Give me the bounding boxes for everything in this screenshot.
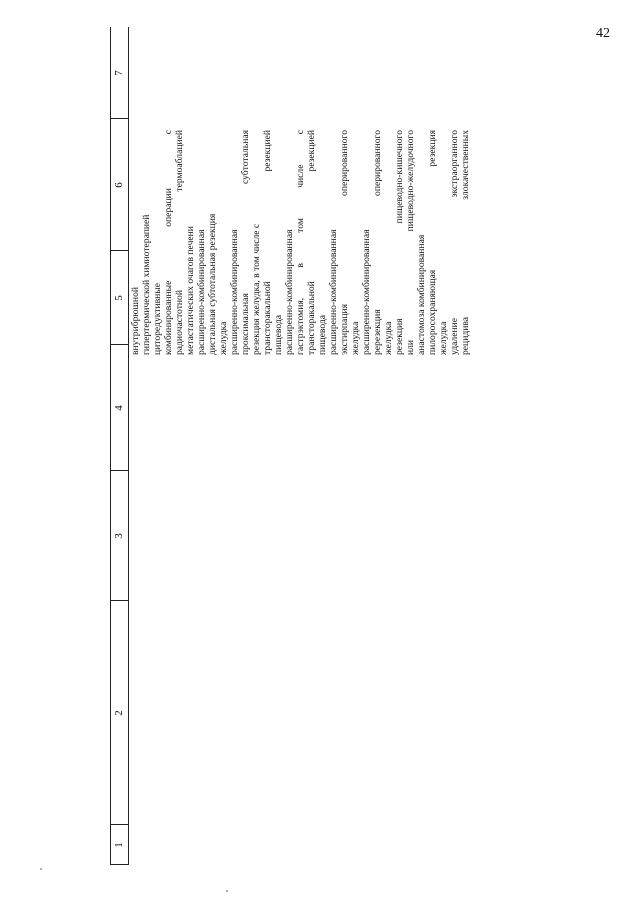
procedure-word: дистальная субтотальная резекция	[207, 213, 218, 355]
procedure-word: пищеводно-кишечного	[394, 130, 405, 224]
procedure-line	[229, 130, 240, 355]
procedure-word: пищевода	[317, 314, 328, 355]
procedure-line	[405, 130, 416, 355]
column-number-5: 5	[111, 250, 128, 345]
procedure-word: субтотальная	[240, 130, 251, 185]
procedure-word: расширенно-комбинированная	[229, 229, 240, 355]
procedure-line	[394, 130, 405, 355]
procedure-line	[460, 130, 471, 355]
procedure-word: проксимальная	[240, 293, 251, 355]
procedure-word: гипертермической химиотерапией	[141, 214, 152, 355]
procedure-word: радиочастотной	[174, 290, 185, 355]
procedure-word: числе	[295, 164, 306, 188]
procedure-line	[218, 130, 229, 355]
procedure-word: трансторакальной	[262, 281, 273, 355]
procedure-line	[427, 130, 438, 355]
procedure-line	[240, 130, 251, 355]
procedure-word: рецидива	[460, 316, 471, 355]
procedure-line	[361, 130, 372, 355]
procedure-word: резекция	[427, 130, 438, 167]
procedure-word: оперированного	[339, 130, 350, 196]
procedure-word: с	[163, 130, 174, 135]
procedure-word: экстирпация	[339, 304, 350, 355]
procedure-word: циторедуктивные	[152, 283, 163, 355]
procedure-word: расширенно-комбинированная	[284, 229, 295, 355]
procedure-word: в	[295, 263, 306, 268]
procedure-line	[196, 130, 207, 355]
procedure-line	[152, 130, 163, 355]
procedure-line	[185, 130, 196, 355]
procedure-line	[306, 130, 317, 355]
column-number-3: 3	[111, 470, 128, 601]
procedure-word: комбинированные	[163, 280, 174, 355]
procedure-line	[416, 130, 427, 355]
column-number-6: 6	[111, 118, 128, 251]
procedure-word: или	[405, 339, 416, 355]
procedure-line	[328, 130, 339, 355]
procedure-word: анастомоза комбинированная	[416, 234, 427, 355]
column-6-cell	[130, 130, 471, 355]
procedure-line	[273, 130, 284, 355]
procedure-line	[339, 130, 350, 355]
procedure-word: резекция	[394, 318, 405, 355]
procedure-word: трансторакальной	[306, 281, 317, 355]
procedure-word: желудка	[218, 321, 229, 355]
procedure-word: резекцией	[262, 130, 273, 172]
procedure-word: том	[295, 218, 306, 233]
procedure-word: оперированного	[372, 130, 383, 196]
rotated-table	[110, 27, 471, 865]
column-number-7: 7	[113, 70, 125, 76]
procedure-word: внутрибрюшной	[130, 287, 141, 355]
procedure-word: резекцией	[306, 130, 317, 172]
procedure-word: удаление	[449, 318, 460, 355]
procedure-line	[350, 130, 361, 355]
column-number-2: 2	[111, 600, 128, 825]
procedure-word: желудка	[383, 321, 394, 355]
procedure-line	[251, 130, 262, 355]
procedure-line	[207, 130, 218, 355]
procedure-word: пищеводно-желудочного	[405, 130, 416, 232]
procedure-line	[372, 130, 383, 355]
procedure-line	[438, 130, 449, 355]
column-number-4: 4	[111, 344, 128, 471]
procedure-line	[295, 130, 306, 355]
procedure-word: метастатических очагов печени	[185, 226, 196, 355]
column-number-row	[110, 27, 129, 865]
procedure-line	[130, 130, 141, 355]
column-number-1: 1	[111, 824, 128, 865]
procedure-line	[317, 130, 328, 355]
procedure-word: гастрэктомия,	[295, 297, 306, 355]
procedure-line	[284, 130, 295, 355]
procedure-word: желудка	[350, 321, 361, 355]
procedure-line	[449, 130, 460, 355]
procedure-line	[174, 130, 185, 355]
procedure-word: расширенно-комбинированная	[196, 229, 207, 355]
procedure-line	[163, 130, 174, 355]
procedure-word: пищевода	[273, 314, 284, 355]
procedure-word: ререзекция	[372, 309, 383, 355]
procedure-word: операции	[163, 188, 174, 227]
procedure-line	[262, 130, 273, 355]
procedure-word: расширенно-комбинированная	[328, 229, 339, 355]
scan-speck	[226, 890, 228, 892]
procedure-word: термоаблацией	[174, 130, 185, 192]
page-number: 42	[596, 26, 610, 41]
procedure-word: желудка	[438, 321, 449, 355]
procedure-word: резекция желудка, в том числе с	[251, 223, 262, 355]
procedure-word: пилоросохраняющая	[427, 269, 438, 355]
scan-speck	[40, 868, 42, 870]
procedure-word: с	[295, 130, 306, 135]
procedure-word: злокачественных	[460, 130, 471, 200]
procedure-word: экстраорганного	[449, 130, 460, 198]
procedure-line	[383, 130, 394, 355]
procedure-word: расширенно-комбинированная	[361, 229, 372, 355]
procedure-line	[141, 130, 152, 355]
